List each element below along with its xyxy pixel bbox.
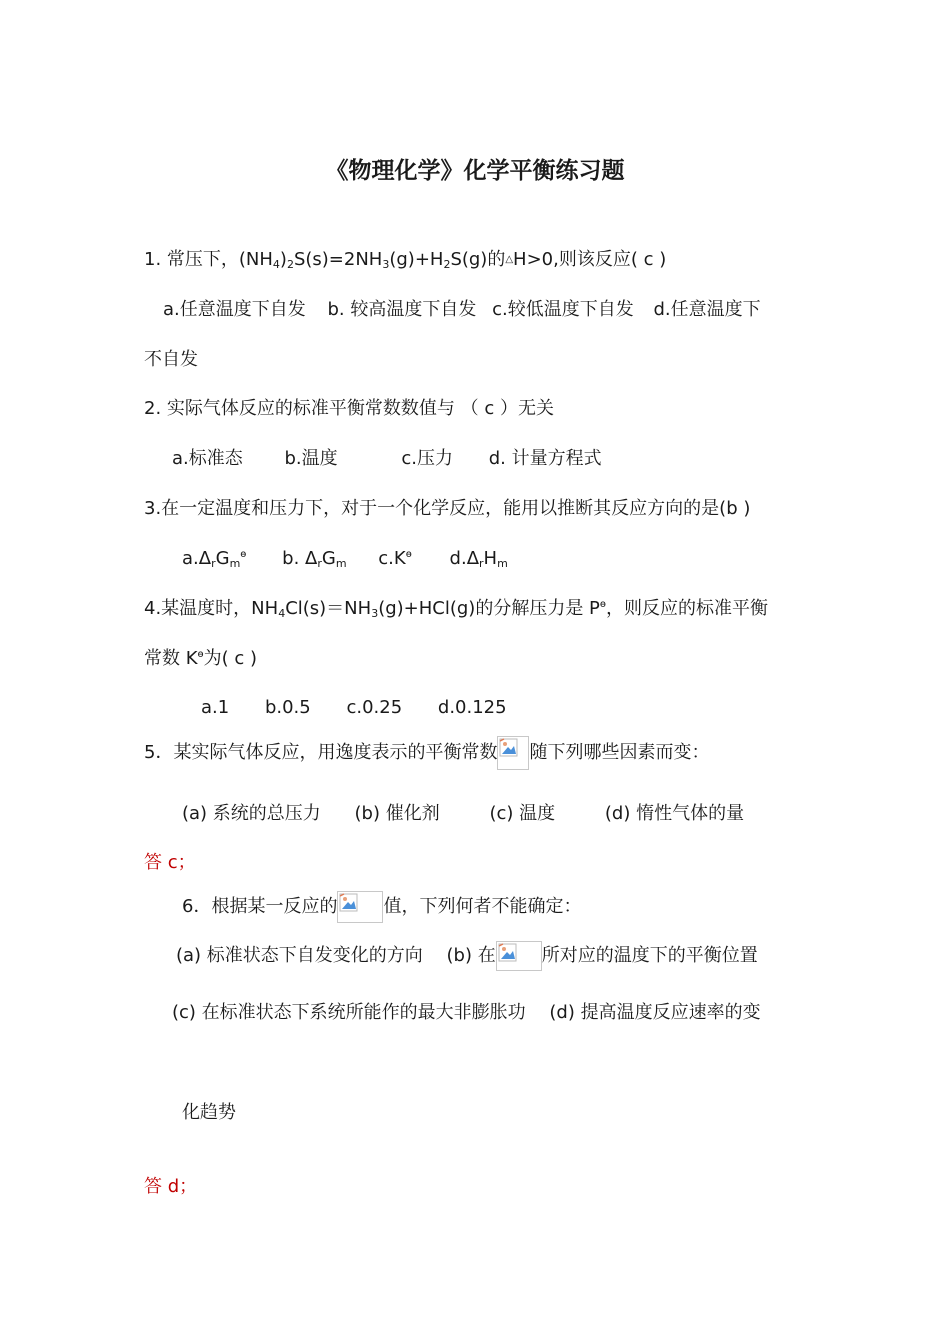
q2-option-c: c.压力 bbox=[401, 448, 454, 469]
q5-option-c: (c) 温度 bbox=[489, 803, 556, 824]
question-1-options-wrap: 不自发 bbox=[144, 349, 198, 370]
q4-option-a: a.1 bbox=[201, 697, 230, 718]
q6-option-c: (c) 在标准状态下系统所能作的最大非膨胀功 bbox=[172, 1002, 526, 1023]
question-3: 3.在一定温度和压力下，对于一个化学反应，能用以推断其反应方向的是(b ) bbox=[144, 498, 751, 519]
q1-option-a: a.任意温度下自发 bbox=[163, 299, 306, 320]
q1-option-d: d.任意温度下 bbox=[653, 299, 761, 320]
q3-option-a: $a.\Delta_rG_m^ө$ bbox=[182, 548, 247, 570]
question-1: 1. 常压下，$(NH_4)_2S(s)=2NH_3(g)+H_2S(g)$的△H>0,则该反应( c ) bbox=[144, 249, 667, 271]
q3-option-c: $c.K^ө$ bbox=[378, 548, 412, 569]
question-6-options-cd bbox=[172, 1000, 761, 1026]
q3-option-d: $d.\Delta_rH_m$ bbox=[449, 548, 508, 570]
broken-image-icon bbox=[337, 891, 383, 923]
question-4: 4.某温度时，$NH_4Cl(s)=NH_3(g)+HCl(g)$的分解压力是 $P^ө$，则反应的标准平衡 bbox=[144, 598, 769, 620]
q6-option-b: (b) 在 所对应的温度下的平衡位置 bbox=[447, 941, 758, 971]
question-4-line-2: 常数 $K^ө$为( c ) bbox=[144, 648, 258, 669]
question-1-options bbox=[163, 297, 761, 323]
q5-option-a: (a) 系统的总压力 bbox=[182, 803, 321, 824]
broken-image-icon bbox=[496, 941, 542, 971]
q2-option-b: b.温度 bbox=[284, 448, 338, 469]
question-3-options bbox=[182, 546, 508, 572]
q4-option-d: d.0.125 bbox=[437, 697, 507, 718]
q3-option-b: b. $\Delta_rG_m$ bbox=[282, 548, 347, 570]
q5-option-b: (b) 催化剂 bbox=[354, 803, 440, 824]
q1-option-b: b. 较高温度下自发 bbox=[327, 299, 477, 320]
q4-option-c: c.0.25 bbox=[346, 697, 403, 718]
question-5: 5．某实际气体反应，用逸度表示的平衡常数 随下列哪些因素而变： bbox=[144, 736, 709, 770]
question-6: 6．根据某一反应的 值，下列何者不能确定： bbox=[182, 891, 581, 923]
q2-option-d: d. 计量方程式 bbox=[488, 448, 602, 469]
q5-option-d: (d) 惰性气体的量 bbox=[604, 803, 745, 824]
answer-5: 答 c； bbox=[144, 852, 196, 873]
question-4-options bbox=[201, 695, 507, 721]
q6-option-a: (a) 标准状态下自发变化的方向 bbox=[176, 945, 423, 966]
q2-option-a: a.标准态 bbox=[172, 448, 243, 469]
broken-image-icon bbox=[497, 736, 529, 770]
question-2: 2. 实际气体反应的标准平衡常数数值与 （ c ）无关 bbox=[144, 398, 554, 419]
question-6-options-wrap: 化趋势 bbox=[182, 1102, 236, 1123]
answer-6: 答 d； bbox=[144, 1176, 198, 1197]
question-5-options bbox=[182, 801, 744, 827]
q4-option-b: b.0.5 bbox=[264, 697, 311, 718]
question-2-options bbox=[172, 446, 602, 472]
question-6-options-ab bbox=[176, 941, 758, 971]
page-title: 《物理化学》化学平衡练习题 bbox=[325, 158, 625, 184]
q6-option-d: (d) 提高温度反应速率的变 bbox=[549, 1002, 761, 1023]
q1-option-c: c.较低温度下自发 bbox=[492, 299, 634, 320]
